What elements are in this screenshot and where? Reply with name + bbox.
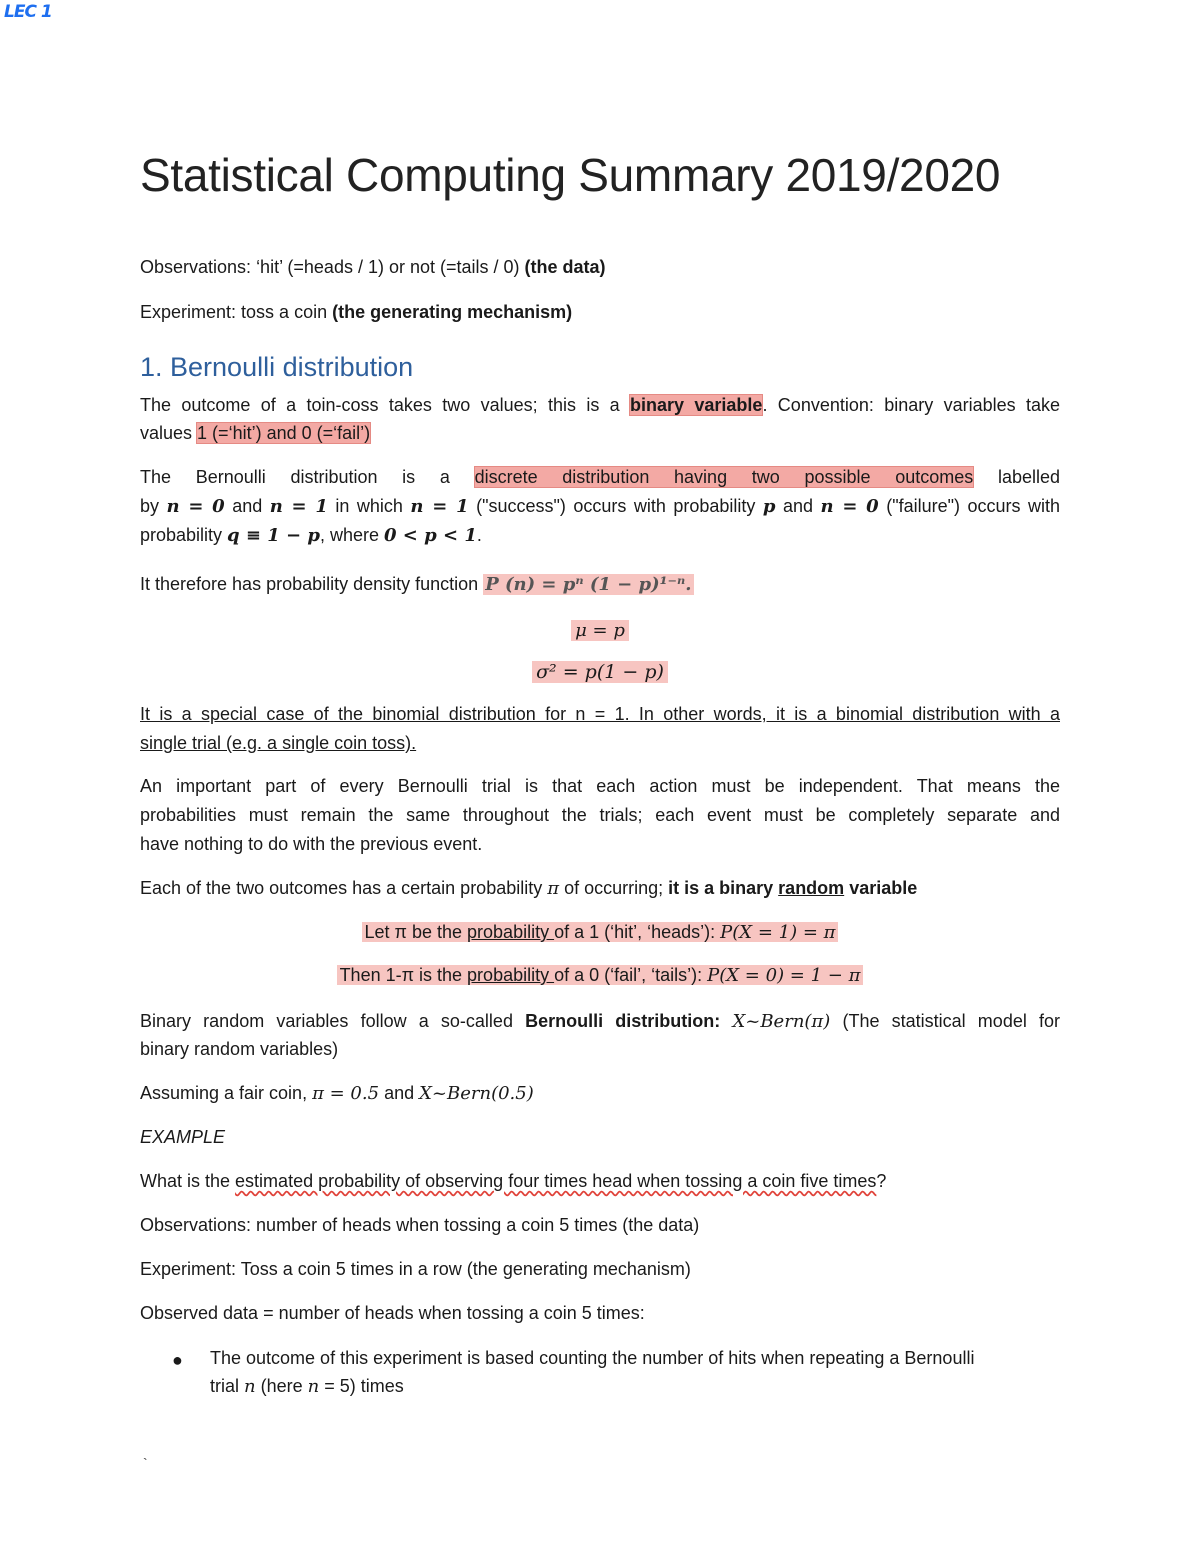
bernoulli-paragraph-line-3: probability q ≡ 1 − p, where 0 < p < 1. [140, 525, 482, 546]
pdf-formula: P (n) = pⁿ (1 − p)¹⁻ⁿ. [485, 574, 692, 595]
fair-coin-line: Assuming a fair coin, π = 0.5 and X~Bern(0.5) [140, 1083, 534, 1104]
handwritten-annotation: LEC 1 [4, 2, 52, 22]
independence-line-2: probabilities must remain the same throughout the trials; each event must be completely separate and [140, 805, 1060, 825]
outcome-paragraph-line-1: The outcome of a toin-coss takes two values; this is a binary variable. Convention: binary variables take [140, 395, 1060, 415]
special-case-line-1: It is a special case of the binomial distribution for n = 1. In other words, it is a binomial distribution with a [140, 704, 1060, 724]
example-experiment: Experiment: Toss a coin 5 times in a row (the generating mechanism) [140, 1259, 691, 1279]
observed-data-line: Observed data = number of heads when tossing a coin 5 times: [140, 1303, 645, 1323]
bernoulli-model-line-1: Binary random variables follow a so-called Bernoulli distribution: X~Bern(π) (The statistical model for [140, 1011, 1060, 1032]
example-label: EXAMPLE [140, 1127, 226, 1147]
independence-line-3: have nothing to do with the previous event. [140, 834, 483, 854]
variance-formula: σ² = p(1 − p) [140, 658, 1060, 686]
bullet-text-line-1: The outcome of this experiment is based counting the number of hits when repeating a Bernoulli [210, 1348, 975, 1368]
stray-mark: ` [143, 1455, 148, 1471]
example-question: What is the estimated probability of observing four times head when tossing a coin five times? [140, 1171, 887, 1191]
bullet-text-line-2: trial n (here n = 5) times [210, 1376, 404, 1397]
example-observations: Observations: number of heads when tossing a coin 5 times (the data) [140, 1215, 700, 1235]
then-pi-line: Then 1-π is the probability of a 0 (‘fail’, ‘tails’): P(X = 0) = 1 − π [140, 961, 1060, 990]
binary-random-variable-line: Each of the two outcomes has a certain probability π of occurring; it is a binary random variable [140, 878, 918, 899]
bernoulli-model-line-2: binary random variables) [140, 1039, 339, 1059]
bernoulli-paragraph-line-2: by n = 0 and n = 1 in which n = 1 ("success") occurs with probability p and n = 0 ("failure") occurs with [140, 496, 1060, 517]
bullet-icon: ● [172, 1350, 183, 1370]
pdf-line: It therefore has probability density function P (n) = pⁿ (1 − p)¹⁻ⁿ. [140, 574, 692, 595]
mean-formula: μ = p [140, 616, 1060, 645]
independence-line-1: An important part of every Bernoulli trial is that each action must be independent. That means the [140, 776, 1060, 796]
outcome-paragraph-line-2: values 1 (=‘hit’) and 0 (=‘fail’) [140, 423, 371, 443]
special-case-line-2: single trial (e.g. a single coin toss). [140, 733, 417, 753]
document-title: Statistical Computing Summary 2019/2020 [140, 149, 1001, 201]
bernoulli-paragraph-line-1: The Bernoulli distribution is a discrete distribution having two possible outcomes labelled [140, 467, 1060, 487]
section-heading: 1. Bernoulli distribution [140, 352, 414, 382]
observations-line: Observations: ‘hit’ (=heads / 1) or not (=tails / 0) (the data) [140, 257, 606, 277]
experiment-line: Experiment: toss a coin (the generating mechanism) [140, 302, 573, 322]
let-pi-line: Let π be the probability of a 1 (‘hit’, ‘heads’): P(X = 1) = π [140, 918, 1060, 947]
